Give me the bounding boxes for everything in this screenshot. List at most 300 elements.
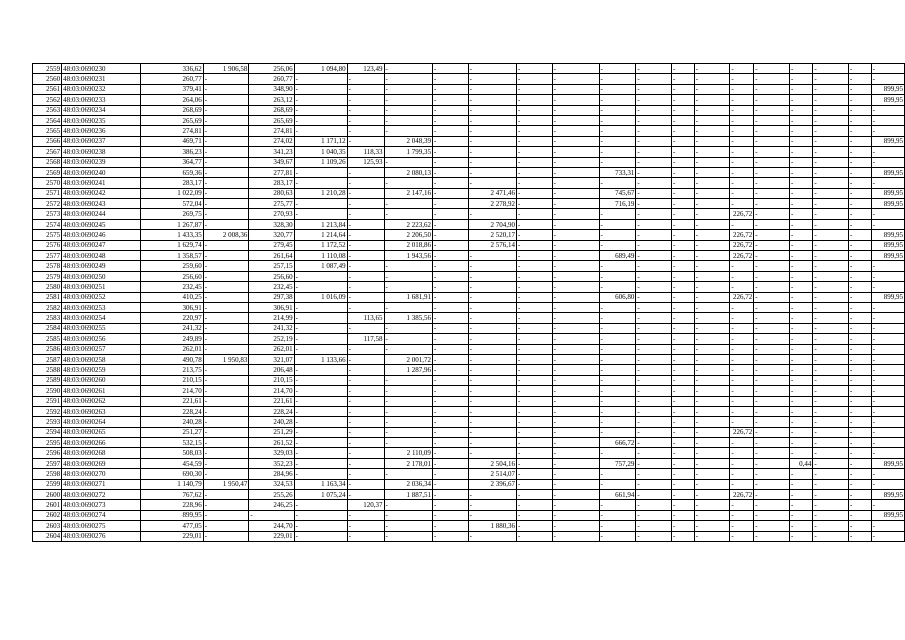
table-row — [33, 178, 905, 188]
value-cell: - — [730, 167, 754, 177]
value-cell: - — [672, 74, 695, 84]
value-cell: - — [694, 240, 730, 250]
value-cell: - — [672, 344, 695, 354]
value-cell: - — [432, 438, 468, 448]
value-cell: - — [347, 126, 384, 136]
value-cell: - — [672, 136, 695, 146]
value-cell: - — [432, 271, 468, 281]
value-cell: - — [871, 261, 904, 271]
value-cell: 268,69 — [249, 105, 294, 115]
value-cell: - — [848, 219, 871, 229]
value-cell: 2 018,86 — [384, 240, 432, 250]
value-cell: - — [347, 406, 384, 416]
value-cell: - — [848, 167, 871, 177]
value-cell: - — [347, 344, 384, 354]
value-cell: - — [347, 261, 384, 271]
value-cell: 532,15 — [141, 438, 203, 448]
value-cell: - — [672, 521, 695, 531]
table-row — [33, 105, 905, 115]
cadastral-number-cell: 48:03:0690265 — [62, 427, 141, 437]
value-cell: 256,60 — [249, 271, 294, 281]
value-cell: - — [517, 178, 553, 188]
value-cell: 249,89 — [141, 334, 203, 344]
value-cell: - — [730, 115, 754, 125]
value-cell: - — [552, 406, 599, 416]
value-cell: - — [754, 521, 790, 531]
value-cell: - — [203, 251, 249, 261]
value-cell: 2 576,14 — [468, 240, 516, 250]
value-cell: - — [871, 313, 904, 323]
value-cell: - — [599, 157, 636, 167]
value-cell: - — [813, 126, 849, 136]
value-cell: - — [347, 458, 384, 468]
value-cell: - — [730, 365, 754, 375]
row-number-cell: 2570 — [33, 178, 62, 188]
value-cell: 280,63 — [249, 188, 294, 198]
value-cell: - — [517, 282, 553, 292]
value-cell: 263,12 — [249, 95, 294, 105]
value-cell: - — [848, 427, 871, 437]
value-cell: - — [789, 199, 812, 209]
value-cell: - — [203, 438, 249, 448]
value-cell: - — [813, 64, 849, 74]
cadastral-number-cell: 48:03:0690230 — [62, 64, 141, 74]
value-cell: - — [203, 167, 249, 177]
value-cell: - — [384, 126, 432, 136]
cadastral-number-cell: 48:03:0690241 — [62, 178, 141, 188]
cadastral-number-cell: 48:03:0690255 — [62, 323, 141, 333]
value-cell: - — [347, 292, 384, 302]
value-cell: - — [848, 344, 871, 354]
value-cell: - — [813, 251, 849, 261]
row-number-cell: 2600 — [33, 490, 62, 500]
value-cell: - — [432, 188, 468, 198]
value-cell: - — [754, 479, 790, 489]
value-cell: - — [848, 230, 871, 240]
value-cell: - — [552, 365, 599, 375]
value-cell: - — [552, 490, 599, 500]
value-cell: - — [517, 74, 553, 84]
value-cell: - — [347, 209, 384, 219]
value-cell: - — [599, 323, 636, 333]
value-cell: - — [599, 230, 636, 240]
value-cell: - — [432, 147, 468, 157]
value-cell: - — [203, 261, 249, 271]
value-cell: - — [789, 396, 812, 406]
value-cell: - — [384, 323, 432, 333]
value-cell: - — [517, 292, 553, 302]
value-cell: - — [552, 282, 599, 292]
cadastral-number-cell: 48:03:0690233 — [62, 95, 141, 105]
row-number-cell: 2592 — [33, 406, 62, 416]
value-cell: - — [294, 375, 347, 385]
value-cell: 606,80 — [599, 292, 636, 302]
value-cell: 123,49 — [347, 64, 384, 74]
value-cell: - — [789, 240, 812, 250]
value-cell: - — [871, 126, 904, 136]
value-cell: - — [599, 261, 636, 271]
value-cell: - — [754, 115, 790, 125]
value-cell: - — [730, 302, 754, 312]
value-cell: 2 471,46 — [468, 188, 516, 198]
value-cell: - — [754, 271, 790, 281]
value-cell: - — [871, 147, 904, 157]
value-cell: - — [672, 199, 695, 209]
value-cell: - — [789, 469, 812, 479]
value-cell: - — [672, 531, 695, 541]
value-cell: - — [813, 500, 849, 510]
value-cell: - — [294, 469, 347, 479]
row-number-cell: 2563 — [33, 105, 62, 115]
value-cell: - — [432, 531, 468, 541]
value-cell: - — [789, 167, 812, 177]
value-cell: - — [871, 448, 904, 458]
value-cell: - — [203, 448, 249, 458]
value-cell: - — [468, 178, 516, 188]
value-cell: 210,15 — [249, 375, 294, 385]
value-cell: - — [636, 469, 672, 479]
table-row — [33, 167, 905, 177]
value-cell: - — [848, 64, 871, 74]
value-cell: - — [871, 531, 904, 541]
row-number-cell: 2591 — [33, 396, 62, 406]
value-cell: - — [730, 334, 754, 344]
row-number-cell: 2571 — [33, 188, 62, 198]
value-cell: - — [813, 115, 849, 125]
cadastral-number-cell: 48:03:0690253 — [62, 302, 141, 312]
value-cell: - — [754, 199, 790, 209]
value-cell: - — [552, 271, 599, 281]
value-cell: - — [432, 458, 468, 468]
value-cell: - — [730, 354, 754, 364]
value-cell: - — [347, 490, 384, 500]
table-row — [33, 469, 905, 479]
value-cell: - — [294, 521, 347, 531]
value-cell: - — [813, 365, 849, 375]
value-cell: - — [552, 479, 599, 489]
value-cell: 214,70 — [249, 386, 294, 396]
row-number-cell: 2599 — [33, 479, 62, 489]
value-cell: - — [754, 406, 790, 416]
value-cell: - — [754, 95, 790, 105]
value-cell: 274,81 — [249, 126, 294, 136]
value-cell: - — [694, 115, 730, 125]
value-cell: 2 008,36 — [203, 230, 249, 240]
value-cell: 306,91 — [249, 302, 294, 312]
table-row — [33, 479, 905, 489]
value-cell: - — [730, 531, 754, 541]
value-cell: - — [294, 271, 347, 281]
value-cell: - — [730, 448, 754, 458]
value-cell: - — [552, 354, 599, 364]
value-cell: - — [672, 386, 695, 396]
value-cell: - — [848, 136, 871, 146]
value-cell: - — [552, 510, 599, 520]
value-cell: - — [789, 84, 812, 94]
value-cell: - — [789, 64, 812, 74]
row-number-cell: 2566 — [33, 136, 62, 146]
cadastral-number-cell: 48:03:0690269 — [62, 458, 141, 468]
value-cell: - — [599, 95, 636, 105]
value-cell: - — [694, 479, 730, 489]
value-cell: - — [848, 261, 871, 271]
value-cell: - — [347, 199, 384, 209]
value-cell: - — [384, 261, 432, 271]
value-cell: 899,95 — [871, 84, 904, 94]
value-cell: - — [672, 230, 695, 240]
cadastral-number-cell: 48:03:0690259 — [62, 365, 141, 375]
value-cell: - — [694, 448, 730, 458]
value-cell: 745,67 — [599, 188, 636, 198]
value-cell: - — [636, 271, 672, 281]
value-cell: - — [203, 292, 249, 302]
row-number-cell: 2598 — [33, 469, 62, 479]
value-cell: - — [599, 209, 636, 219]
value-cell: - — [468, 438, 516, 448]
value-cell: - — [203, 521, 249, 531]
value-cell: - — [384, 427, 432, 437]
value-cell: 206,48 — [249, 365, 294, 375]
table-row — [33, 438, 905, 448]
value-cell: - — [636, 167, 672, 177]
value-cell: - — [789, 334, 812, 344]
value-cell: - — [871, 417, 904, 427]
value-cell: - — [552, 386, 599, 396]
value-cell: 1 087,49 — [294, 261, 347, 271]
value-cell: - — [813, 188, 849, 198]
value-cell: - — [672, 240, 695, 250]
value-cell: - — [754, 282, 790, 292]
value-cell: 255,26 — [249, 490, 294, 500]
value-cell: - — [636, 427, 672, 437]
value-cell: - — [203, 323, 249, 333]
value-cell: - — [517, 386, 553, 396]
cadastral-number-cell: 48:03:0690250 — [62, 271, 141, 281]
value-cell: 1 799,35 — [384, 147, 432, 157]
value-cell: - — [813, 490, 849, 500]
value-cell: - — [432, 219, 468, 229]
value-cell: 268,69 — [141, 105, 203, 115]
value-cell: - — [789, 147, 812, 157]
value-cell: - — [517, 375, 553, 385]
value-cell: - — [672, 500, 695, 510]
value-cell: - — [432, 365, 468, 375]
value-cell: 2 514,07 — [468, 469, 516, 479]
value-cell: - — [552, 219, 599, 229]
value-cell: - — [813, 282, 849, 292]
value-cell: - — [848, 292, 871, 302]
value-cell: - — [384, 157, 432, 167]
value-cell: - — [599, 469, 636, 479]
value-cell: - — [599, 302, 636, 312]
value-cell: - — [871, 365, 904, 375]
table-row — [33, 334, 905, 344]
value-cell: - — [347, 479, 384, 489]
value-cell: - — [517, 448, 553, 458]
value-cell: - — [347, 375, 384, 385]
value-cell: - — [754, 531, 790, 541]
cadastral-number-cell: 48:03:0690262 — [62, 396, 141, 406]
value-cell: - — [789, 219, 812, 229]
value-cell: - — [347, 95, 384, 105]
value-cell: - — [789, 126, 812, 136]
value-cell: - — [754, 188, 790, 198]
value-cell: - — [203, 95, 249, 105]
row-number-cell: 2597 — [33, 458, 62, 468]
row-number-cell: 2582 — [33, 302, 62, 312]
value-cell: - — [694, 531, 730, 541]
value-cell: - — [672, 375, 695, 385]
value-cell: - — [871, 479, 904, 489]
value-cell: - — [636, 178, 672, 188]
value-cell: 2 001,72 — [384, 354, 432, 364]
value-cell: - — [636, 251, 672, 261]
value-cell: - — [694, 188, 730, 198]
value-cell: - — [468, 427, 516, 437]
value-cell: 690,30 — [141, 469, 203, 479]
value-cell: - — [754, 292, 790, 302]
value-cell: - — [636, 147, 672, 157]
value-cell: - — [694, 500, 730, 510]
cadastral-number-cell: 48:03:0690276 — [62, 531, 141, 541]
value-cell: - — [636, 417, 672, 427]
value-cell: - — [432, 199, 468, 209]
value-cell: - — [432, 313, 468, 323]
value-cell: - — [636, 240, 672, 250]
value-cell: - — [694, 157, 730, 167]
cadastral-number-cell: 48:03:0690244 — [62, 209, 141, 219]
value-cell: - — [432, 64, 468, 74]
value-cell: - — [636, 157, 672, 167]
value-cell: - — [517, 334, 553, 344]
value-cell: 262,01 — [141, 344, 203, 354]
value-cell: - — [789, 136, 812, 146]
table-row — [33, 302, 905, 312]
value-cell: - — [789, 292, 812, 302]
value-cell: 490,78 — [141, 354, 203, 364]
value-cell: - — [347, 167, 384, 177]
value-cell: 469,71 — [141, 136, 203, 146]
value-cell: - — [384, 74, 432, 84]
value-cell: - — [599, 406, 636, 416]
value-cell: - — [432, 354, 468, 364]
value-cell: - — [294, 365, 347, 375]
row-number-cell: 2577 — [33, 251, 62, 261]
value-cell: - — [730, 64, 754, 74]
row-number-cell: 2569 — [33, 167, 62, 177]
value-cell: - — [384, 531, 432, 541]
value-cell: - — [730, 74, 754, 84]
value-cell: - — [468, 344, 516, 354]
value-cell: - — [871, 157, 904, 167]
value-cell: 1 094,80 — [294, 64, 347, 74]
value-cell: - — [813, 271, 849, 281]
value-cell: - — [517, 365, 553, 375]
value-cell: 666,72 — [599, 438, 636, 448]
row-number-cell: 2588 — [33, 365, 62, 375]
cadastral-number-cell: 48:03:0690238 — [62, 147, 141, 157]
value-cell: - — [730, 521, 754, 531]
value-cell: - — [347, 105, 384, 115]
value-cell: - — [517, 396, 553, 406]
row-number-cell: 2587 — [33, 354, 62, 364]
value-cell: - — [813, 448, 849, 458]
value-cell: - — [730, 219, 754, 229]
value-cell: - — [432, 500, 468, 510]
value-cell: - — [347, 521, 384, 531]
value-cell: 270,93 — [249, 209, 294, 219]
value-cell: - — [203, 510, 249, 520]
value-cell: - — [517, 95, 553, 105]
value-cell: - — [432, 282, 468, 292]
value-cell: - — [384, 105, 432, 115]
value-cell: - — [848, 396, 871, 406]
value-cell: - — [636, 531, 672, 541]
cadastral-number-cell: 48:03:0690273 — [62, 500, 141, 510]
value-cell: - — [754, 230, 790, 240]
value-cell: - — [848, 302, 871, 312]
value-cell: - — [754, 448, 790, 458]
value-cell: 899,95 — [871, 167, 904, 177]
value-cell: - — [789, 313, 812, 323]
value-cell: - — [848, 521, 871, 531]
value-cell: 213,75 — [141, 365, 203, 375]
cadastral-number-cell: 48:03:0690247 — [62, 240, 141, 250]
value-cell: - — [694, 261, 730, 271]
value-cell: - — [294, 178, 347, 188]
value-cell: - — [754, 458, 790, 468]
value-cell: - — [294, 313, 347, 323]
value-cell: - — [599, 386, 636, 396]
value-cell: - — [672, 64, 695, 74]
table-row — [33, 95, 905, 105]
table-row — [33, 531, 905, 541]
value-cell: - — [552, 334, 599, 344]
cadastral-number-cell: 48:03:0690263 — [62, 406, 141, 416]
value-cell: - — [636, 406, 672, 416]
row-number-cell: 2589 — [33, 375, 62, 385]
value-cell: - — [599, 365, 636, 375]
value-cell: - — [672, 115, 695, 125]
value-cell: - — [384, 302, 432, 312]
value-cell: - — [754, 302, 790, 312]
value-cell: - — [789, 251, 812, 261]
value-cell: 2 178,01 — [384, 458, 432, 468]
value-cell: - — [754, 157, 790, 167]
value-cell: - — [754, 74, 790, 84]
value-cell: - — [789, 344, 812, 354]
value-cell: 572,04 — [141, 199, 203, 209]
value-cell: - — [871, 469, 904, 479]
value-cell: 1 950,47 — [203, 479, 249, 489]
value-cell: - — [552, 438, 599, 448]
value-cell: 379,41 — [141, 84, 203, 94]
value-cell: 269,75 — [141, 209, 203, 219]
value-cell: - — [432, 167, 468, 177]
value-cell: - — [599, 334, 636, 344]
value-cell: 226,72 — [730, 490, 754, 500]
value-cell: - — [672, 188, 695, 198]
value-cell: 2 147,16 — [384, 188, 432, 198]
value-cell: - — [468, 126, 516, 136]
cadastral-number-cell: 48:03:0690234 — [62, 105, 141, 115]
value-cell: 899,95 — [871, 188, 904, 198]
table-row — [33, 157, 905, 167]
row-number-cell: 2604 — [33, 531, 62, 541]
value-cell: - — [848, 500, 871, 510]
value-cell: - — [203, 136, 249, 146]
value-cell: - — [347, 230, 384, 240]
